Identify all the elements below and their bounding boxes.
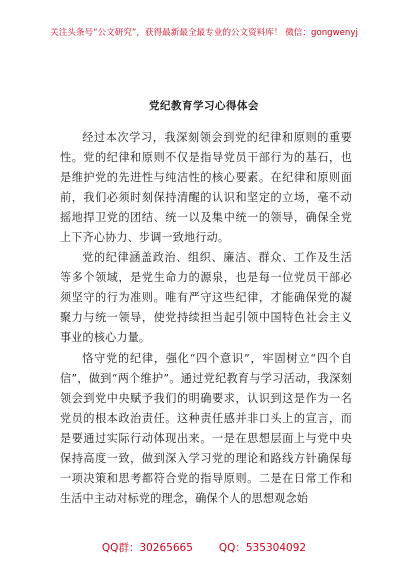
- footer-qq-group: QQ群：30265665: [101, 542, 193, 554]
- footer-contact: [0, 540, 408, 555]
- header-promo-note: 关注头条号“公文研究”，获得最新最全最专业的公文资料库！ 微信：gongwenyj: [50, 28, 358, 38]
- document-body: [60, 128, 352, 509]
- paragraph-3: 恪守党的纪律，强化“四个意识”，牢固树立“四个自信”，做到“两个维护”。通过党纪教育与学习活动，我深刻领会到党中央赋予我们的明确要求，认识到这是作为一名党员的根本政治责任。这种责任感并非口头上的宣言，而是要通过实际行动体现出来。一是在思想层面上与党中央保持高度一致，做到深入学习党的理论和路线方针确保每一项决策和思考都符合党的指导原则。二是在日常工作和生活中主动对标党的理念，确保个人的思想观念始: [60, 351, 352, 505]
- paragraph-1: 经过本次学习，我深刻领会到党的纪律和原则的重要性。党的纪律和原则不仅是指导党员干部行为的基石，也是维护党的先进性与纯洁性的核心要素。在纪律和原则面前，我们必须时刻保持清醒的认识和坚定的立场，毫不动摇地捍卫党的团结、统一以及集中统一的领导，确保全党上下齐心协力、步调一致地行动。: [60, 131, 352, 245]
- document-title: 党纪教育学习心得体会: [149, 100, 259, 112]
- paragraph-2: 党的纪律涵盖政治、组织、廉洁、群众、工作及生活等多个领域，是党生命力的源泉，也是每一位党员干部必须坚守的行为准则。唯有严守这些纪律，才能确保党的凝聚力与统一领导，使党持续担当起引领中国特色社会主义事业的核心力量。: [60, 251, 352, 345]
- footer-qq-number: QQ：535304092: [218, 542, 307, 554]
